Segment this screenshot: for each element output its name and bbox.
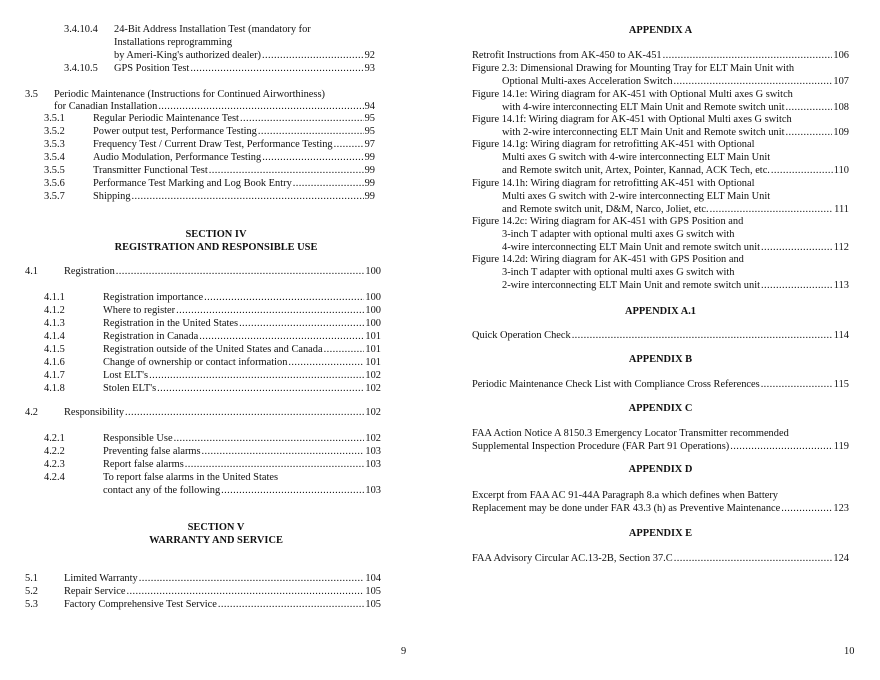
toc-page: 103 [365,485,381,496]
appendix-entry-line: Optional Multi-axes Acceleration Switch [502,76,673,87]
appendix-entry-line: Figure 14.1e: Wiring diagram for AK-451 with Optional Multi axes G switch [472,89,793,100]
toc-number: 4.2.3 [44,459,65,470]
dot-leader [761,242,833,255]
toc-entry [25,573,381,586]
toc-title: Responsibility [64,407,125,418]
toc-title: Registration [64,266,115,277]
toc-title-line: contact any of the following [103,485,221,496]
toc-number: 4.1.5 [44,344,65,355]
toc-page: 100 [365,292,381,303]
toc-page: 95 [364,126,375,137]
toc-title: Report false alarms [103,459,184,470]
toc-number: 3.5.6 [44,178,65,189]
dot-leader [158,101,363,114]
toc-page: 102 [365,433,381,444]
toc-page: 123 [833,503,849,514]
toc-number: 4.1.2 [44,305,65,316]
toc-page: 110 [833,165,849,176]
toc-title: Factory Comprehensive Test Service [64,599,217,610]
dot-leader [781,503,832,516]
toc-page: 124 [833,553,849,564]
toc-page: 95 [364,113,375,124]
toc-entry [44,318,381,331]
dot-leader [125,407,364,420]
appendix-entry-line: Figure 14.2d: Wiring diagram for AK-451 with GPS Position and [472,254,744,265]
toc-number: 3.5.5 [44,165,65,176]
appendix-entry-line: Figure 14.1g: Wiring diagram for retrofitting AK-451 with Optional [472,139,755,150]
toc-entry [44,344,381,357]
appendix-entry [472,553,849,566]
toc-number: 3.5.4 [44,152,65,163]
toc-title-line: To report false alarms in the United States [103,472,278,483]
dot-leader [334,139,364,152]
toc-title-line: Periodic Maintenance (Instructions for Continued Airworthiness) [54,89,325,100]
toc-page: 102 [365,407,381,418]
toc-title: Preventing false alarms [103,446,201,457]
toc-page: 97 [364,139,375,150]
toc-entry [44,433,381,446]
toc-number: 4.1.7 [44,370,65,381]
toc-title: Change of ownership or contact information [103,357,288,368]
toc-number: 5.2 [25,586,38,597]
toc-page: 105 [365,586,381,597]
appendix-entry [472,89,849,115]
dot-leader [293,178,364,191]
toc-entry [44,446,381,459]
dot-leader [786,102,833,115]
page-number: 10 [844,646,855,657]
appendix-entry-line: Excerpt from FAA AC 91-44A Paragraph 8.a which defines when Battery [472,490,778,501]
dot-leader [761,280,833,293]
toc-page: 114 [833,330,849,341]
appendix-entry-line: 2-wire interconnecting ELT Main Unit and remote switch unit [502,280,760,291]
toc-page: 100 [365,266,381,277]
appendix-entry [472,50,849,63]
appendix-entry [472,178,849,217]
toc-entry [25,266,381,279]
appendix-heading: APPENDIX C [628,403,693,414]
toc-page: 101 [365,331,381,342]
appendix-entry [472,428,849,454]
toc-title: Transmitter Functional Test [93,165,208,176]
toc-entry [64,63,375,76]
appendix-entry-line: Figure 14.2c: Wiring diagram for AK-451 with GPS Position and [472,216,744,227]
toc-title-line: Installations reprogramming [114,37,233,48]
toc-number: 4.1.4 [44,331,65,342]
dot-leader [126,586,364,599]
toc-entry [44,331,381,344]
dot-leader [176,305,364,318]
appendix-entry-line: Figure 14.1h: Wiring diagram for retrofitting AK-451 with Optional [472,178,755,189]
dot-leader [190,63,363,76]
appendix-heading: APPENDIX A [628,25,693,36]
appendix-entry-line: and Remote switch unit, D&M, Narco, Joliet, etc. [502,204,709,215]
toc-number: 4.1.1 [44,292,65,303]
appendix-entry-line: FAA Action Notice A 8150.3 Emergency Locator Transmitter recommended [472,428,789,439]
dot-leader [209,165,364,178]
toc-number: 4.1 [25,266,38,277]
toc-page: 99 [364,152,375,163]
toc-title: Registration in Canada [103,331,199,342]
dot-leader [149,370,364,383]
toc-page: 103 [365,459,381,470]
dot-leader [185,459,365,472]
toc-entry [44,126,375,139]
toc-entry [25,586,381,599]
section-heading [25,522,407,547]
toc-title: Lost ELT's [103,370,149,381]
toc-page: 105 [365,599,381,610]
toc-title: GPS Position Test [114,63,190,74]
toc-title: Registration in the United States [103,318,239,329]
toc-page: 119 [833,441,849,452]
dot-leader [761,379,833,392]
toc-page: 101 [365,344,381,355]
toc-entry [44,357,381,370]
toc-title: Repair Service [64,586,126,597]
toc-entry [44,305,381,318]
toc-title: Regular Periodic Maintenance Test [93,113,239,124]
appendix-entry-line: 3-inch T adapter with optional multi axes G switch with [502,229,735,240]
toc-page: 113 [833,280,849,291]
dot-leader [258,126,364,139]
toc-page: 112 [833,242,849,253]
appendix-entry [472,330,849,343]
dot-leader [116,266,365,279]
dot-leader [218,599,365,612]
toc-number: 3.5.7 [44,191,65,202]
toc-entry [44,165,375,178]
appendix-entry [472,379,849,392]
dot-leader [771,165,833,178]
toc-page: 102 [365,370,381,381]
appendix-entry-title: Periodic Maintenance Check List with Compliance Cross References [472,379,760,390]
dot-leader [204,292,364,305]
dot-leader [786,127,833,140]
toc-page: 94 [364,101,375,112]
toc-title: Limited Warranty [64,573,138,584]
toc-title-line: for Canadian Installation [54,101,158,112]
dot-leader [239,318,364,331]
dot-leader [240,113,364,126]
appendix-entry-line: with 2-wire interconnecting ELT Main Unit and Remote switch unit [502,127,785,138]
appendix-entry-line: Figure 14.1f: Wiring diagram for AK-451 with Optional Multi axes G switch [472,114,792,125]
toc-title: Power output test, Performance Testing [93,126,257,137]
toc-page: 99 [364,191,375,202]
toc-page: 107 [833,76,849,87]
toc-page: 111 [834,204,849,215]
section-heading-line: WARRANTY AND SERVICE [149,534,283,546]
appendix-entry-line: 3-inch T adapter with optional multi axes G switch with [502,267,735,278]
section-heading-line: REGISTRATION AND RESPONSIBLE USE [114,241,318,253]
appendix-heading: APPENDIX A.1 [624,306,696,317]
toc-title-line: by Ameri-King's authorized dealer) [114,50,262,61]
toc-page: 115 [833,379,849,390]
toc-entry [44,191,375,204]
appendix-entry-line: Replacement may be done under FAR 43.3 (h) as Preventive Maintenance [472,503,781,514]
toc-entry [25,599,381,612]
toc-title: Audio Modulation, Performance Testing [93,152,262,163]
toc-title: Registration outside of the United States and Canada [103,344,323,355]
toc-title: Registration importance [103,292,204,303]
dot-leader [262,50,364,63]
toc-number: 3.5.3 [44,139,65,150]
toc-entry [44,370,381,383]
appendix-entry-title: FAA Advisory Circular AC.13-2B, Section 37.C [472,553,673,564]
toc-number: 4.1.3 [44,318,65,329]
toc-title: Where to register [103,305,176,316]
toc-entry [25,407,381,420]
toc-page: 103 [365,446,381,457]
appendix-entry [472,490,849,516]
dot-leader [202,446,365,459]
toc-title: Responsible Use [103,433,173,444]
toc-entry [44,459,381,472]
dot-leader [730,441,833,454]
toc-number: 4.2.2 [44,446,65,457]
toc-number: 4.1.8 [44,383,65,394]
dot-leader [132,191,364,204]
toc-number: 3.5.2 [44,126,65,137]
toc-entry [44,113,375,126]
toc-page: 100 [365,318,381,329]
appendix-entry [472,114,849,140]
toc-page: 102 [365,383,381,394]
page-number: 9 [401,646,407,657]
toc-number: 3.4.10.4 [64,24,98,35]
appendix-entry-line: with 4-wire interconnecting ELT Main Unit and Remote switch unit [502,102,785,113]
dot-leader [572,330,833,343]
toc-number: 4.1.6 [44,357,65,368]
section-heading-line: SECTION V [187,522,245,533]
toc-number: 5.1 [25,573,38,584]
toc-number: 5.3 [25,599,38,610]
appendix-heading: APPENDIX E [628,528,693,539]
dot-leader [262,152,363,165]
section-heading [25,229,407,254]
dot-leader [199,331,364,344]
toc-entry [44,292,381,305]
toc-number: 3.4.10.5 [64,63,98,74]
appendix-entry [472,63,849,89]
appendix-entry-line: Figure 2.3: Dimensional Drawing for Mounting Tray for ELT Main Unit with [472,63,795,74]
toc-title: Stolen ELT's [103,383,157,394]
toc-entry [64,24,375,64]
toc-number: 4.2 [25,407,38,418]
toc-title: Frequency Test / Current Draw Test, Performance Testing [93,139,333,150]
toc-section-entry [25,89,375,115]
dot-leader [139,573,365,586]
toc-number: 3.5 [25,89,38,100]
toc-number: 4.2.1 [44,433,65,444]
toc-page: 108 [833,102,849,113]
toc-page: 106 [833,50,849,61]
dot-leader [710,204,834,217]
appendix-entry-title: Quick Operation Check [472,330,571,341]
toc-title: Performance Test Marking and Log Book Entry [93,178,292,189]
appendix-entry [472,139,849,178]
appendix-entry-line: Multi axes G switch with 2-wire interconnecting ELT Main Unit [502,191,771,202]
toc-page: 92 [364,50,375,61]
appendix-entry [472,216,849,255]
dot-leader [174,433,365,446]
toc-entry [44,383,381,396]
appendix-entry-line: and Remote switch unit, Artex, Pointer, Kannad, ACK Tech, etc. [502,165,770,176]
dot-leader [221,485,364,498]
dot-leader [157,383,364,396]
dot-leader [288,357,364,370]
toc-entry [44,472,381,498]
appendix-entry-title: Retrofit Instructions from AK-450 to AK-451 [472,50,662,61]
toc-page: 93 [364,63,375,74]
toc-entry [44,178,375,191]
toc-entry [44,152,375,165]
dot-leader [663,50,833,63]
toc-page: 104 [365,573,381,584]
toc-title: Shipping [93,191,131,202]
toc-page: 99 [364,165,375,176]
toc-number: 4.2.4 [44,472,65,483]
appendix-entry-line: Multi axes G switch with 4-wire interconnecting ELT Main Unit [502,152,771,163]
appendix-entry [472,254,849,293]
toc-page: 99 [364,178,375,189]
appendix-heading: APPENDIX B [628,354,693,365]
toc-page: 101 [365,357,381,368]
section-heading-line: SECTION IV [185,229,247,240]
toc-entry [44,139,375,152]
dot-leader [674,76,833,89]
appendix-entry-line: Supplemental Inspection Procedure (FAR Part 91 Operations) [472,441,730,452]
appendix-entry-line: 4-wire interconnecting ELT Main Unit and remote switch unit [502,242,760,253]
toc-title-line: 24-Bit Address Installation Test (mandatory for [114,24,311,35]
dot-leader [674,553,833,566]
toc-page: 109 [833,127,849,138]
toc-number: 3.5.1 [44,113,65,124]
appendix-heading: APPENDIX D [628,464,693,475]
toc-page: 100 [365,305,381,316]
dot-leader [324,344,365,357]
